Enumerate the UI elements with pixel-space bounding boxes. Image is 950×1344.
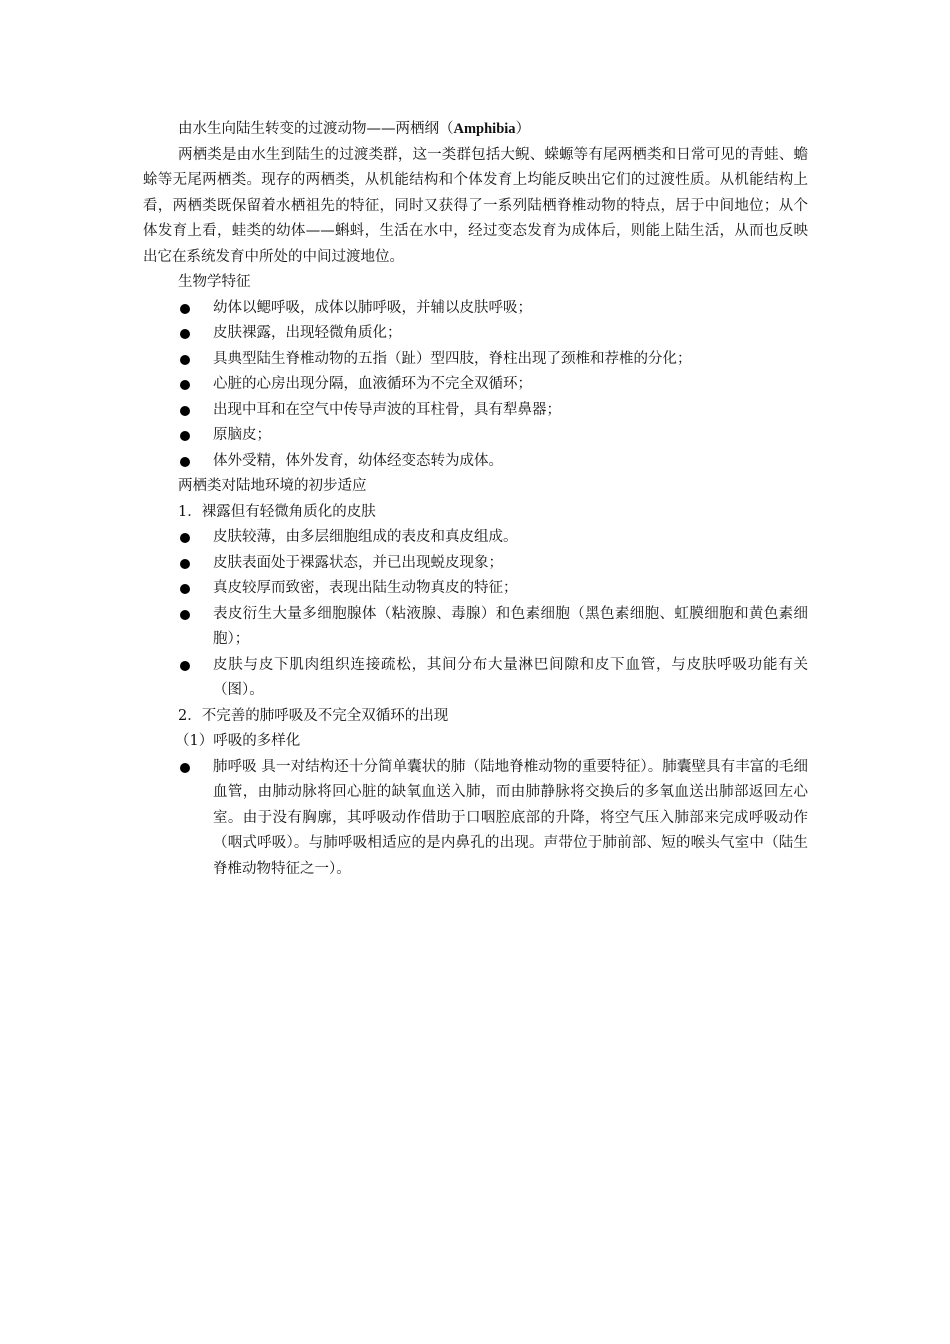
section1-heading: 1．裸露但有轻微角质化的皮肤 — [178, 503, 376, 520]
bullet-icon — [180, 406, 190, 416]
list-item-text: 皮肤与皮下肌肉组织连接疏松，其间分布大量淋巴间隙和皮下血管，与皮肤呼吸功能有关（图）。 — [213, 656, 808, 698]
bullet-icon — [180, 431, 190, 441]
title-text: 由水生向陆生转变的过渡动物——两栖纲（ — [178, 121, 454, 137]
section1-list — [143, 525, 808, 704]
list-item — [143, 398, 808, 424]
list-item-text: 幼体以鳃呼吸，成体以肺呼吸，并辅以皮肤呼吸； — [213, 299, 532, 316]
bullet-icon — [180, 610, 190, 620]
bullet-icon — [180, 763, 190, 773]
bullet-icon — [180, 661, 190, 671]
list-item — [143, 423, 808, 449]
bullet-icon — [180, 355, 190, 365]
list-item-text: 表皮衍生大量多细胞腺体（粘液腺、毒腺）和色素细胞（黑色素细胞、虹膜细胞和黄色素细胞）； — [213, 605, 808, 647]
bullet-icon — [180, 380, 190, 390]
list-item — [143, 653, 808, 704]
list-item — [143, 551, 808, 577]
list-item-text: 皮肤较薄，由多层细胞组成的表皮和真皮组成。 — [213, 529, 518, 545]
title-close: ） — [515, 121, 531, 137]
bullet-icon — [180, 304, 190, 314]
list-item — [143, 372, 808, 398]
bullet-icon — [180, 329, 190, 339]
list-item-text: 肺呼吸 具一对结构还十分简单囊状的肺（陆地脊椎动物的重要特征）。肺囊壁具有丰富的毛细血管，由肺动脉将回心脏的缺氧血送入肺，而由肺静脉将交换后的多氧血送出肺部返回左心室。由于没有胸廓，其呼吸动作借助于口咽腔底部的升降，将空气压入肺部来完成呼吸动作（咽式呼吸）。与肺呼吸相适应的是内鼻孔的出现。声带位于肺前部、短的喉头气室中（陆生脊椎动物特征之一）。 — [213, 758, 808, 877]
section2-heading: 2．不完善的肺呼吸及不完全双循环的出现 — [178, 707, 449, 724]
list-item — [143, 296, 808, 322]
list-item — [143, 576, 808, 602]
list-item — [143, 602, 808, 653]
title-latin: Amphibia — [453, 121, 516, 137]
list-item — [143, 321, 808, 347]
bullet-icon — [180, 584, 190, 594]
list-item-text: 原脑皮； — [213, 427, 271, 443]
bio-list — [143, 296, 808, 475]
section2-list — [143, 755, 808, 883]
list-item-text: 心脏的心房出现分隔，血液循环为不完全双循环； — [213, 376, 532, 392]
list-item-text: 皮肤表面处于裸露状态，并已出现蜕皮现象； — [213, 554, 503, 571]
list-item-text: 具典型陆生脊椎动物的五指（趾）型四肢，脊柱出现了颈椎和荐椎的分化； — [213, 350, 692, 367]
list-item-text: 皮肤裸露，出现轻微角质化； — [213, 325, 402, 341]
adapt-heading: 两栖类对陆地环境的初步适应 — [178, 478, 367, 494]
bullet-icon — [180, 559, 190, 569]
bio-heading: 生物学特征 — [178, 274, 251, 290]
list-item — [143, 449, 808, 475]
list-item — [143, 525, 808, 551]
list-item-text: 体外受精，体外发育，幼体经变态转为成体。 — [213, 452, 503, 469]
bullet-icon — [180, 457, 190, 467]
document-title — [143, 117, 808, 143]
document-page — [143, 117, 808, 882]
section2-subheading: （1）呼吸的多样化 — [175, 733, 301, 749]
list-item-text: 真皮较厚而致密，表现出陆生动物真皮的特征； — [213, 580, 518, 596]
list-item-text: 出现中耳和在空气中传导声波的耳柱骨，具有犁鼻器； — [213, 401, 561, 418]
intro-paragraph: 两栖类是由水生到陆生的过渡类群，这一类群包括大鲵、蝾螈等有尾两栖类和日常可见的青蛙、蟾蜍等无尾两栖类。现存的两栖类，从机能结构和个体发育上均能反映出它们的过渡性质。从机能结构上看，两栖类既保留着水栖祖先的特征，同时又获得了一系列陆栖脊椎动物的特点，居于中间地位；从个体发育上看，蛙类的幼体——蝌蚪，生活在水中，经过变态发育为成体后，则能上陆生活，从而也反映出它在系统发育中所处的中间过渡地位。 — [143, 146, 808, 265]
bullet-icon — [180, 533, 190, 543]
list-item — [143, 347, 808, 373]
list-item — [143, 755, 808, 883]
